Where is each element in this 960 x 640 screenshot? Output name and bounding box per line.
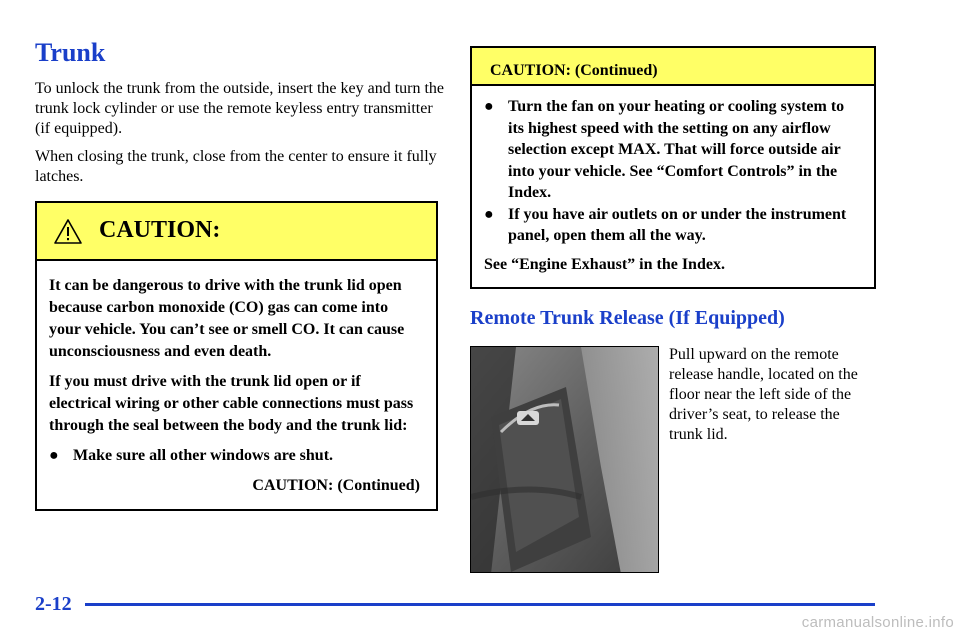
caution-continued-label: CAUTION: (Continued) bbox=[252, 477, 420, 494]
bullet-text: Turn the fan on your heating or cooling system to its highest speed with the setting on any airflow selection except MAX. That will force outside air into your vehicle. See “Comfort Controls” in the Index. bbox=[508, 98, 845, 201]
see-reference: See “Engine Exhaust” in the Index. bbox=[484, 255, 725, 273]
list-item bbox=[484, 96, 862, 204]
caution-bullet-list bbox=[49, 445, 422, 467]
list-item bbox=[484, 204, 862, 247]
intro-paragraph: To unlock the trunk from the outside, insert the key and turn the trunk lock cylinder or use the remote keyless entry transmitter (if equipped). bbox=[35, 80, 445, 137]
caution-continued-bullet-list bbox=[484, 96, 862, 247]
bullet-text: Make sure all other windows are shut. bbox=[73, 447, 334, 464]
caution-box bbox=[35, 201, 438, 511]
caution-title: CAUTION: bbox=[99, 217, 221, 243]
watermark: carmanualsonline.info bbox=[801, 614, 954, 631]
caution-continued-body bbox=[472, 86, 874, 275]
page-number: 2-12 bbox=[35, 593, 72, 615]
list-item bbox=[49, 445, 422, 467]
section-subtitle: Remote Trunk Release (If Equipped) bbox=[470, 307, 785, 329]
caution-body bbox=[37, 261, 436, 497]
caution-continued-header: CAUTION: (Continued) bbox=[472, 48, 874, 86]
trunk-release-handle-image bbox=[471, 347, 659, 573]
bullet-dot-icon: ● bbox=[484, 98, 494, 115]
caution-paragraph-conditions: If you must drive with the trunk lid open or if electrical wiring or other cable connections must pass through the seal between the body and the trunk lid: bbox=[49, 373, 414, 434]
warning-triangle-icon bbox=[53, 218, 83, 245]
footer-divider bbox=[85, 603, 875, 606]
closing-paragraph: When closing the trunk, close from the center to ensure it fully latches. bbox=[35, 148, 437, 185]
bullet-dot-icon: ● bbox=[49, 447, 59, 464]
caution-paragraph-co: It can be dangerous to drive with the trunk lid open because carbon monoxide (CO) gas can come into your vehicle. You can’t see or smell CO. It can cause unconsciousness and even death. bbox=[49, 277, 405, 360]
remote-release-instructions: Pull upward on the remote release handle, located on the floor near the left side of the driver’s seat, to release the trunk lid. bbox=[669, 346, 858, 443]
trunk-release-photo bbox=[470, 346, 659, 573]
bullet-dot-icon: ● bbox=[484, 205, 494, 223]
bullet-text: If you have air outlets on or under the instrument panel, open them all the way. bbox=[508, 205, 847, 244]
caution-continued-box bbox=[470, 46, 876, 289]
caution-header bbox=[37, 203, 436, 261]
page-title: Trunk bbox=[35, 38, 106, 67]
